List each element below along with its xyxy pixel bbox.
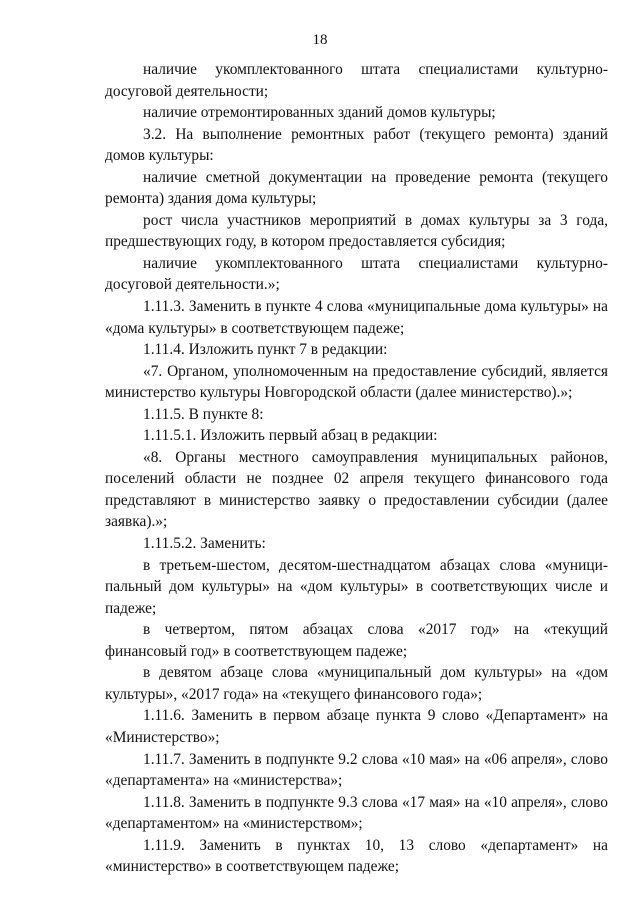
paragraph: 1.11.6. Заменить в первом абзаце пункта 9 слово «Департамент» на «Министерство»; [105, 707, 608, 746]
paragraph: «8. Органы местного самоуправления муниципальных районов, поселений области не позднее 02 апреля текущего финансового года представляют в министерство заявку о предоставлении субсидии (далее заявка).»; [105, 448, 608, 531]
paragraph: наличие укомплектованного штата специалистами культурно-досуговой деятельности.»; [105, 254, 608, 294]
document-body [105, 59, 608, 878]
paragraph: 1.11.7. Заменить в подпункте 9.2 слова «10 мая» на «06 апреля», слово «департамента» на «министерства»; [105, 750, 608, 790]
paragraph: наличие сметной документации на проведение ремонта (текущего ремонта) здания дома культуры; [105, 168, 608, 208]
paragraph: наличие укомплектованного штата специалистами культурно-досуговой деятельности; [105, 61, 608, 100]
paragraph: рост числа участников мероприятий в домах культуры за 3 года, предшествующих году, в котором предоставляется субсидия; [105, 211, 608, 251]
paragraph: 1.11.9. Заменить в пунктах 10, 13 слово «департамент» на «министерство» в соответствующем падеже; [105, 836, 608, 876]
paragraph: 3.2. На выполнение ремонтных работ (текущего ремонта) зданий домов культуры: [105, 125, 608, 165]
paragraph: в третьем-шестом, десятом-шестнадцатом абзацах слова «муници-пальный дом культуры» на «дом культуры» в соответствующих числе и падеже; [105, 556, 608, 617]
paragraph: 1.11.4. Изложить пункт 7 в редакции: [143, 341, 388, 359]
paragraph: в девятом абзаце слова «муниципальный дом культуры» на «дом культуры», «2017 года» на «текущего финансового года»; [105, 664, 608, 703]
paragraph: наличие отремонтированных зданий домов культуры; [143, 104, 496, 122]
paragraph: «7. Органом, уполномоченным на предоставление субсидий, является министерство культуры Новгородской области (далее министерство).»; [105, 362, 608, 402]
page-number: 18 [312, 32, 328, 48]
paragraph: 1.11.5.1. Изложить первый абзац в редакции: [143, 427, 438, 445]
paragraph: 1.11.8. Заменить в подпункте 9.3 слова «17 мая» на «10 апреля», слово «департаментом» на «министерством»; [105, 793, 608, 833]
paragraph: 1.11.5. В пункте 8: [143, 405, 264, 423]
paragraph: 1.11.5.2. Заменить: [143, 535, 266, 553]
paragraph: 1.11.3. Заменить в пункте 4 слова «муниципальные дома культуры» на «дома культуры» в соответствующем падеже; [105, 298, 608, 337]
paragraph: в четвертом, пятом абзацах слова «2017 год» на «текущий финансовый год» в соответствующем падеже; [105, 621, 608, 660]
